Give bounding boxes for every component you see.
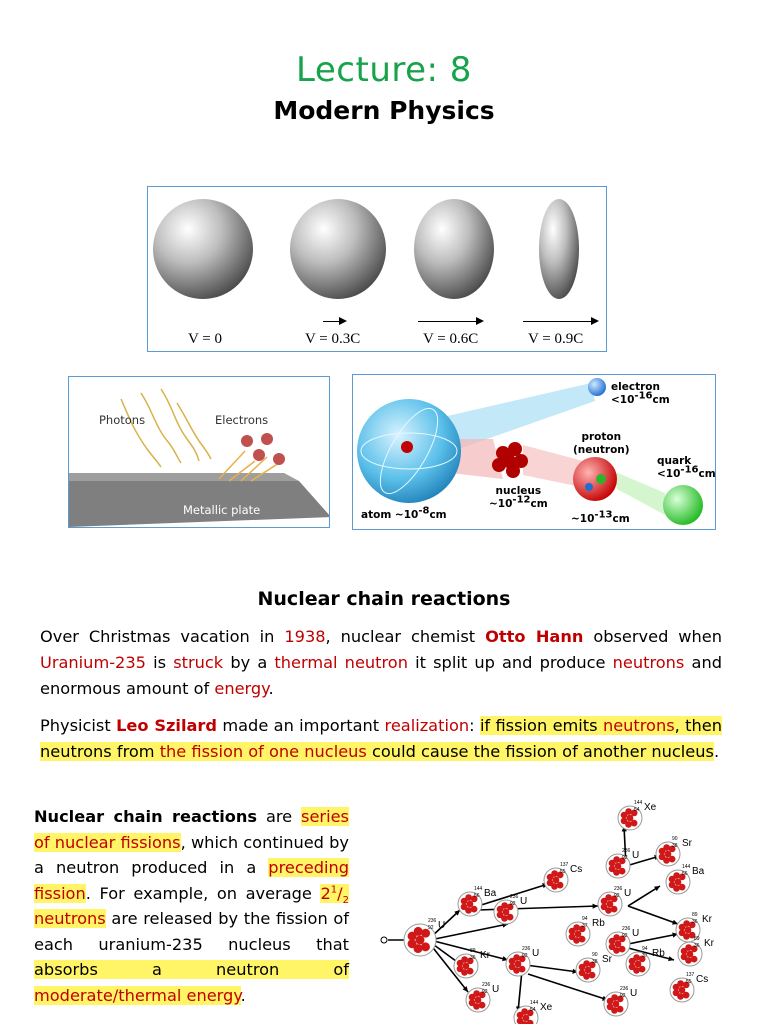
velocity-arrow-03 [323,321,345,322]
nucleus-node [598,886,631,916]
nucleus-node [656,836,693,866]
isotope-mass: 236 [522,946,531,952]
isotope-label: Cs [570,864,583,875]
paragraph-hahn: Over Christmas vacation in 1938, nuclear chemist Otto Hann observed when Uranium-235 is struck by a thermal neutron it split up and produce neutrons and enormous amount of energy. [40,627,722,698]
isotope-label: U [632,928,640,939]
sphere-v06 [414,199,494,299]
photoelectric-figure [68,376,330,528]
free-neutron [381,937,387,943]
nucleus-size: $\sim 10^{-12}cm$ [489,494,548,510]
proton-size: $\sim 10^{-13}cm$ [571,509,630,525]
isotope-charge: 92 [522,953,528,959]
isotope-charge: 54 [530,1007,536,1013]
isotope-label: U [632,850,640,861]
isotope-mass: 236 [482,982,491,988]
isotope-charge: 92 [620,993,626,999]
nucleus-node [666,864,705,894]
nucleus-node [514,1000,553,1024]
length-contraction-figure [147,186,607,352]
sphere-v03 [290,199,386,299]
isotope-label: Ba [692,866,705,877]
isotope-mass: 144 [530,1000,539,1006]
isotope-label: U [532,948,540,959]
isotope-mass: 236 [510,894,519,900]
quark-size: $<10^{-16}cm$ [657,464,716,480]
paragraph-szilard: Physicist Leo Szilard made an important realization: if fission emits neutrons, then neutrons from the fission of one nucleus could cause the fission of another nucleus. [40,716,722,761]
isotope-charge: 55 [686,979,692,985]
nucleus-node [458,886,497,916]
isotope-charge: 92 [428,925,434,931]
nucleus-node [466,982,499,1012]
nucleus-label: nucleus $\sim 10^{-12}cm$ [489,485,548,510]
isotope-mass: 144 [682,864,691,870]
nucleus-node [626,946,665,976]
isotope-label: Ba [484,888,497,899]
nucleus-node [566,916,605,946]
leo-szilard: Leo Szilard [116,716,218,735]
velocity-arrow-09 [523,321,597,322]
chain-reaction-diagram [378,794,728,1024]
isotope-charge: 56 [682,871,688,877]
isotope-charge: 38 [592,959,598,965]
isotope-mass: 137 [560,862,569,868]
two-and-half: $2^1/_2$ neutrons [34,883,349,928]
nucleus-node [604,986,637,1016]
nucleus-node [544,862,582,892]
isotope-label: Xe [540,1002,553,1013]
velocity-label-0: V = 0 [188,331,223,347]
isotope-charge: 36 [692,919,698,925]
isotope-mass: 236 [614,886,623,892]
isotope-label: Rb [652,948,665,959]
isotope-mass: 89 [692,912,698,918]
sphere-v0 [153,199,253,299]
isotope-mass: 236 [622,926,631,932]
velocity-label-09: V = 0.9C [528,331,584,347]
isotope-label: U [438,920,446,931]
nucleus-node [454,948,491,978]
isotope-label: Kr [702,914,712,925]
isotope-charge: 55 [560,869,566,875]
isotope-charge: 92 [614,893,620,899]
isotope-label: Sr [682,838,692,849]
lecture-title: Lecture: 8 [296,50,472,90]
chain-arrow [628,886,660,906]
sphere-v09 [539,199,579,299]
atom-label: atom $\sim 10^{-8}cm$ [361,505,447,521]
isotope-charge: 38 [672,843,678,849]
isotope-label: Kr [704,938,714,949]
isotope-mass: 236 [428,918,437,924]
isotope-label: Kr [480,950,490,961]
isotope-mass: 89 [694,936,700,942]
chain-arrow [628,906,678,924]
isotope-mass: 236 [620,986,629,992]
nucleus-node [576,952,613,982]
isotope-mass: 90 [672,836,678,842]
electron-size: $<10^{-16}cm$ [611,390,670,406]
isotope-charge: 37 [642,953,648,959]
contraction-spheres [148,187,606,351]
nucleus-node [670,972,708,1002]
isotope-label: Rb [592,918,605,929]
velocity-label-06: V = 0.6C [423,331,479,347]
otto-hann: Otto Hann [485,627,584,646]
isotope-label: Cs [696,974,709,985]
isotope-label: U [520,896,528,907]
isotope-mass: 94 [642,946,648,952]
electron-label: electron $<10^{-16}cm$ [611,381,670,406]
isotope-charge: 92 [622,855,628,861]
isotope-mass: 236 [622,848,631,854]
quark-label: quark $<10^{-16}cm$ [657,455,716,480]
proton-label: proton (neutron) [573,431,630,456]
isotope-label: U [492,984,500,995]
electrons-label: Electrons [215,413,269,427]
paragraph-chain-definition: Nuclear chain reactions are series of nuclear fissions, which continued by a neutron produced in a preceding fission. For example, on average $2^1/_2$ neutrons are released by the fission of each uranium-235 nucleus that absorbs a neutron of moderate/thermal energy. [34,807,349,1005]
isotope-mass: 144 [634,800,643,806]
course-subtitle: Modern Physics [273,96,495,125]
isotope-label: Sr [602,954,612,965]
isotope-mass: 94 [582,916,588,922]
nucleus-node [618,800,657,830]
chain-arrowhead [593,904,598,909]
isotope-label: U [624,888,632,899]
velocity-arrow-06 [418,321,482,322]
year-1938: 1938 [284,627,326,646]
isotope-mass: 137 [686,972,695,978]
velocity-label-03: V = 0.3C [305,331,361,347]
section-heading: Nuclear chain reactions [257,588,511,610]
nucleus-node [606,926,639,956]
photons-label: Photons [99,413,146,427]
atom-scale-figure [352,374,716,530]
nucleus-node [506,946,539,976]
isotope-mass: 144 [474,886,483,892]
isotope-charge: 92 [482,989,488,995]
metallic-plate-label: Metallic plate [183,503,261,517]
isotope-charge: 37 [582,923,588,929]
isotope-label: U [630,988,638,999]
isotope-mass: 90 [592,952,598,958]
isotope-mass: 89 [470,948,476,954]
isotope-charge: 36 [694,943,700,949]
isotope-charge: 92 [622,933,628,939]
isotope-label: Xe [644,802,657,813]
isotope-charge: 92 [510,901,516,907]
nucleus-node [404,918,445,956]
isotope-charge: 54 [634,807,640,813]
isotope-charge: 36 [470,955,476,961]
isotope-charge: 56 [474,893,480,899]
